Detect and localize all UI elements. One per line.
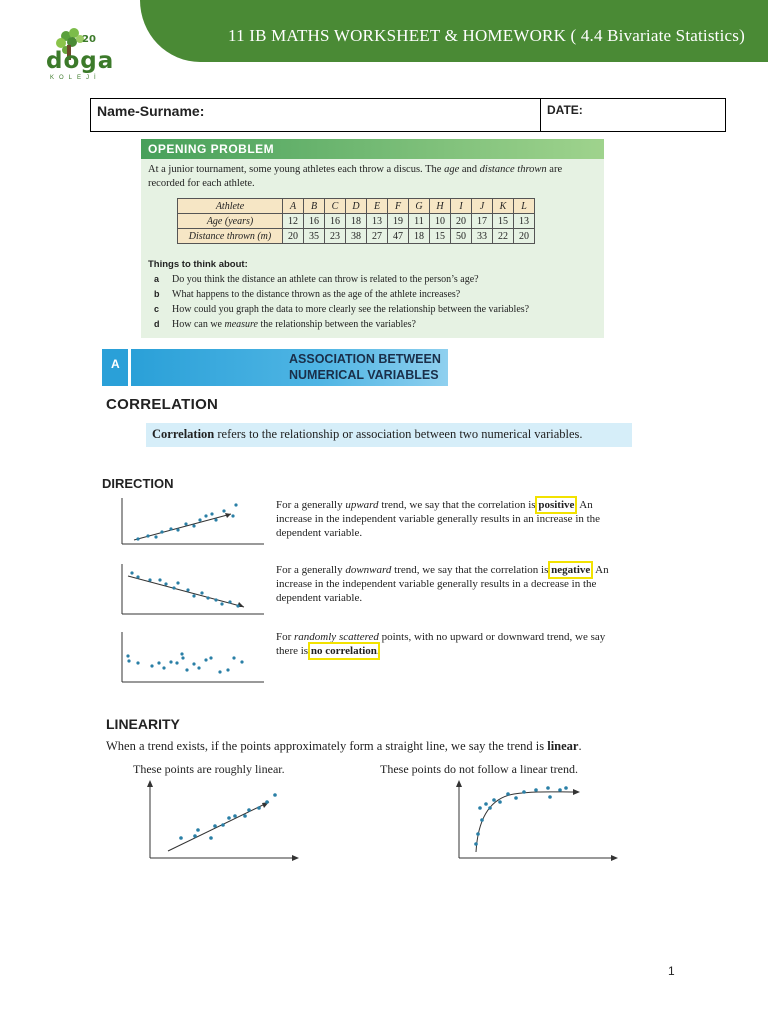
highlight-negative: negative — [551, 564, 591, 576]
table-cell: 11 — [409, 214, 430, 229]
section-letter-box — [102, 349, 128, 386]
highlight-positive: positive — [538, 499, 575, 511]
table-cell: 10 — [430, 214, 451, 229]
athlete-data-table — [177, 198, 535, 244]
table-cell: K — [493, 199, 514, 214]
table-cell: J — [472, 199, 493, 214]
nonlinear-trend-plot — [452, 778, 622, 864]
table-cell: I — [451, 199, 472, 214]
section-title-band — [131, 349, 448, 386]
positive-correlation-text: For a generally upward trend, we say that the correlation is positive. An increase in the independent variable generally results in an increase in the dependent variable. — [276, 499, 601, 539]
date-field[interactable]: DATE: — [547, 103, 583, 117]
table-cell: 19 — [388, 214, 409, 229]
opening-intro: At a junior tournament, some young athletes each throw a discus. The age and distance thrown are recorded for each athlete. — [148, 164, 563, 189]
page-number: 1 — [668, 964, 675, 978]
table-cell: 27 — [367, 229, 388, 244]
table-cell: 18 — [346, 214, 367, 229]
table-cell: 18 — [409, 229, 430, 244]
question-item: c How could you graph the data to more clearly see the relationship between the variables? — [154, 304, 530, 315]
data-points — [126, 652, 243, 673]
table-cell: 16 — [304, 214, 325, 229]
table-cell: 20 — [514, 229, 535, 244]
table-cell: E — [367, 199, 388, 214]
definition-box — [146, 423, 632, 447]
table-row-label: Age (years) — [178, 214, 283, 229]
table-cell: 16 — [325, 214, 346, 229]
opening-problem-box — [141, 139, 604, 338]
table-cell: 35 — [304, 229, 325, 244]
table-cell: L — [514, 199, 535, 214]
highlight-no-correlation: no correlation — [310, 645, 377, 657]
table-row — [178, 199, 535, 214]
correlation-definition: Correlation refers to the relationship or association between two numerical variables. — [152, 427, 583, 441]
table-row — [178, 214, 535, 229]
table-cell: A — [283, 199, 304, 214]
section-letter: A — [111, 357, 120, 371]
logo-number: 20 — [82, 34, 96, 45]
opening-problem-header — [141, 139, 604, 159]
table-row-label: Distance thrown (m) — [178, 229, 283, 244]
table-cell: 13 — [367, 214, 388, 229]
table-cell: D — [346, 199, 367, 214]
table-row-label: Athlete — [178, 199, 283, 214]
table-cell: H — [430, 199, 451, 214]
no-correlation-plot — [116, 630, 266, 686]
data-points — [179, 793, 277, 840]
question-item: a Do you think the distance an athlete can throw is related to the person’s age? — [154, 274, 479, 285]
worksheet-title: 11 IB MATHS WORKSHEET & HOMEWORK ( 4.4 Bivariate Statistics) — [228, 26, 745, 45]
table-cell: 20 — [283, 229, 304, 244]
table-cell: B — [304, 199, 325, 214]
table-cell: 20 — [451, 214, 472, 229]
nonlinear-caption: These points do not follow a linear trend. — [380, 762, 578, 776]
negative-correlation-plot — [116, 562, 266, 618]
table-cell: 12 — [283, 214, 304, 229]
question-item: d How can we measure the relationship between the variables? — [154, 319, 416, 330]
positive-correlation-plot — [116, 496, 266, 548]
table-cell: 23 — [325, 229, 346, 244]
table-cell: 15 — [430, 229, 451, 244]
table-cell: G — [409, 199, 430, 214]
negative-correlation-text: For a generally downward trend, we say that the correlation is negative. An increase in the independent variable generally results in a decrease in the dependent variable. — [276, 564, 609, 604]
think-heading: Things to think about: — [148, 259, 248, 270]
linearity-definition: When a trend exists, if the points approximately form a straight line, we say the trend is linear. — [106, 739, 582, 753]
table-cell: 15 — [493, 214, 514, 229]
logo-subtitle: KOLEJİ — [50, 75, 101, 81]
logo-word: doga — [46, 48, 115, 74]
table-cell: 33 — [472, 229, 493, 244]
no-correlation-text: For randomly scattered points, with no upward or downward trend, we say there is no correlation. — [276, 631, 606, 657]
linear-caption: These points are roughly linear. — [133, 762, 285, 776]
table-cell: 17 — [472, 214, 493, 229]
opening-problem-heading: OPENING PROBLEM — [148, 142, 275, 156]
linear-trend-plot — [143, 778, 303, 864]
table-cell: 50 — [451, 229, 472, 244]
name-date-table — [90, 98, 726, 132]
linearity-heading: LINEARITY — [106, 716, 180, 732]
question-item: b What happens to the distance thrown as the age of the athlete increases? — [154, 289, 461, 300]
table-cell: 47 — [388, 229, 409, 244]
table-cell: 38 — [346, 229, 367, 244]
data-points — [474, 786, 568, 846]
correlation-heading: CORRELATION — [106, 396, 219, 413]
table-cell: 22 — [493, 229, 514, 244]
name-surname-field[interactable]: Name-Surname: — [91, 99, 541, 131]
section-title: ASSOCIATION BETWEEN NUMERICAL VARIABLES — [289, 352, 441, 382]
table-cell: C — [325, 199, 346, 214]
question-list — [148, 272, 529, 332]
direction-heading: DIRECTION — [102, 476, 174, 491]
table-cell: 13 — [514, 214, 535, 229]
data-points — [130, 571, 239, 607]
table-row — [178, 229, 535, 244]
table-cell: F — [388, 199, 409, 214]
